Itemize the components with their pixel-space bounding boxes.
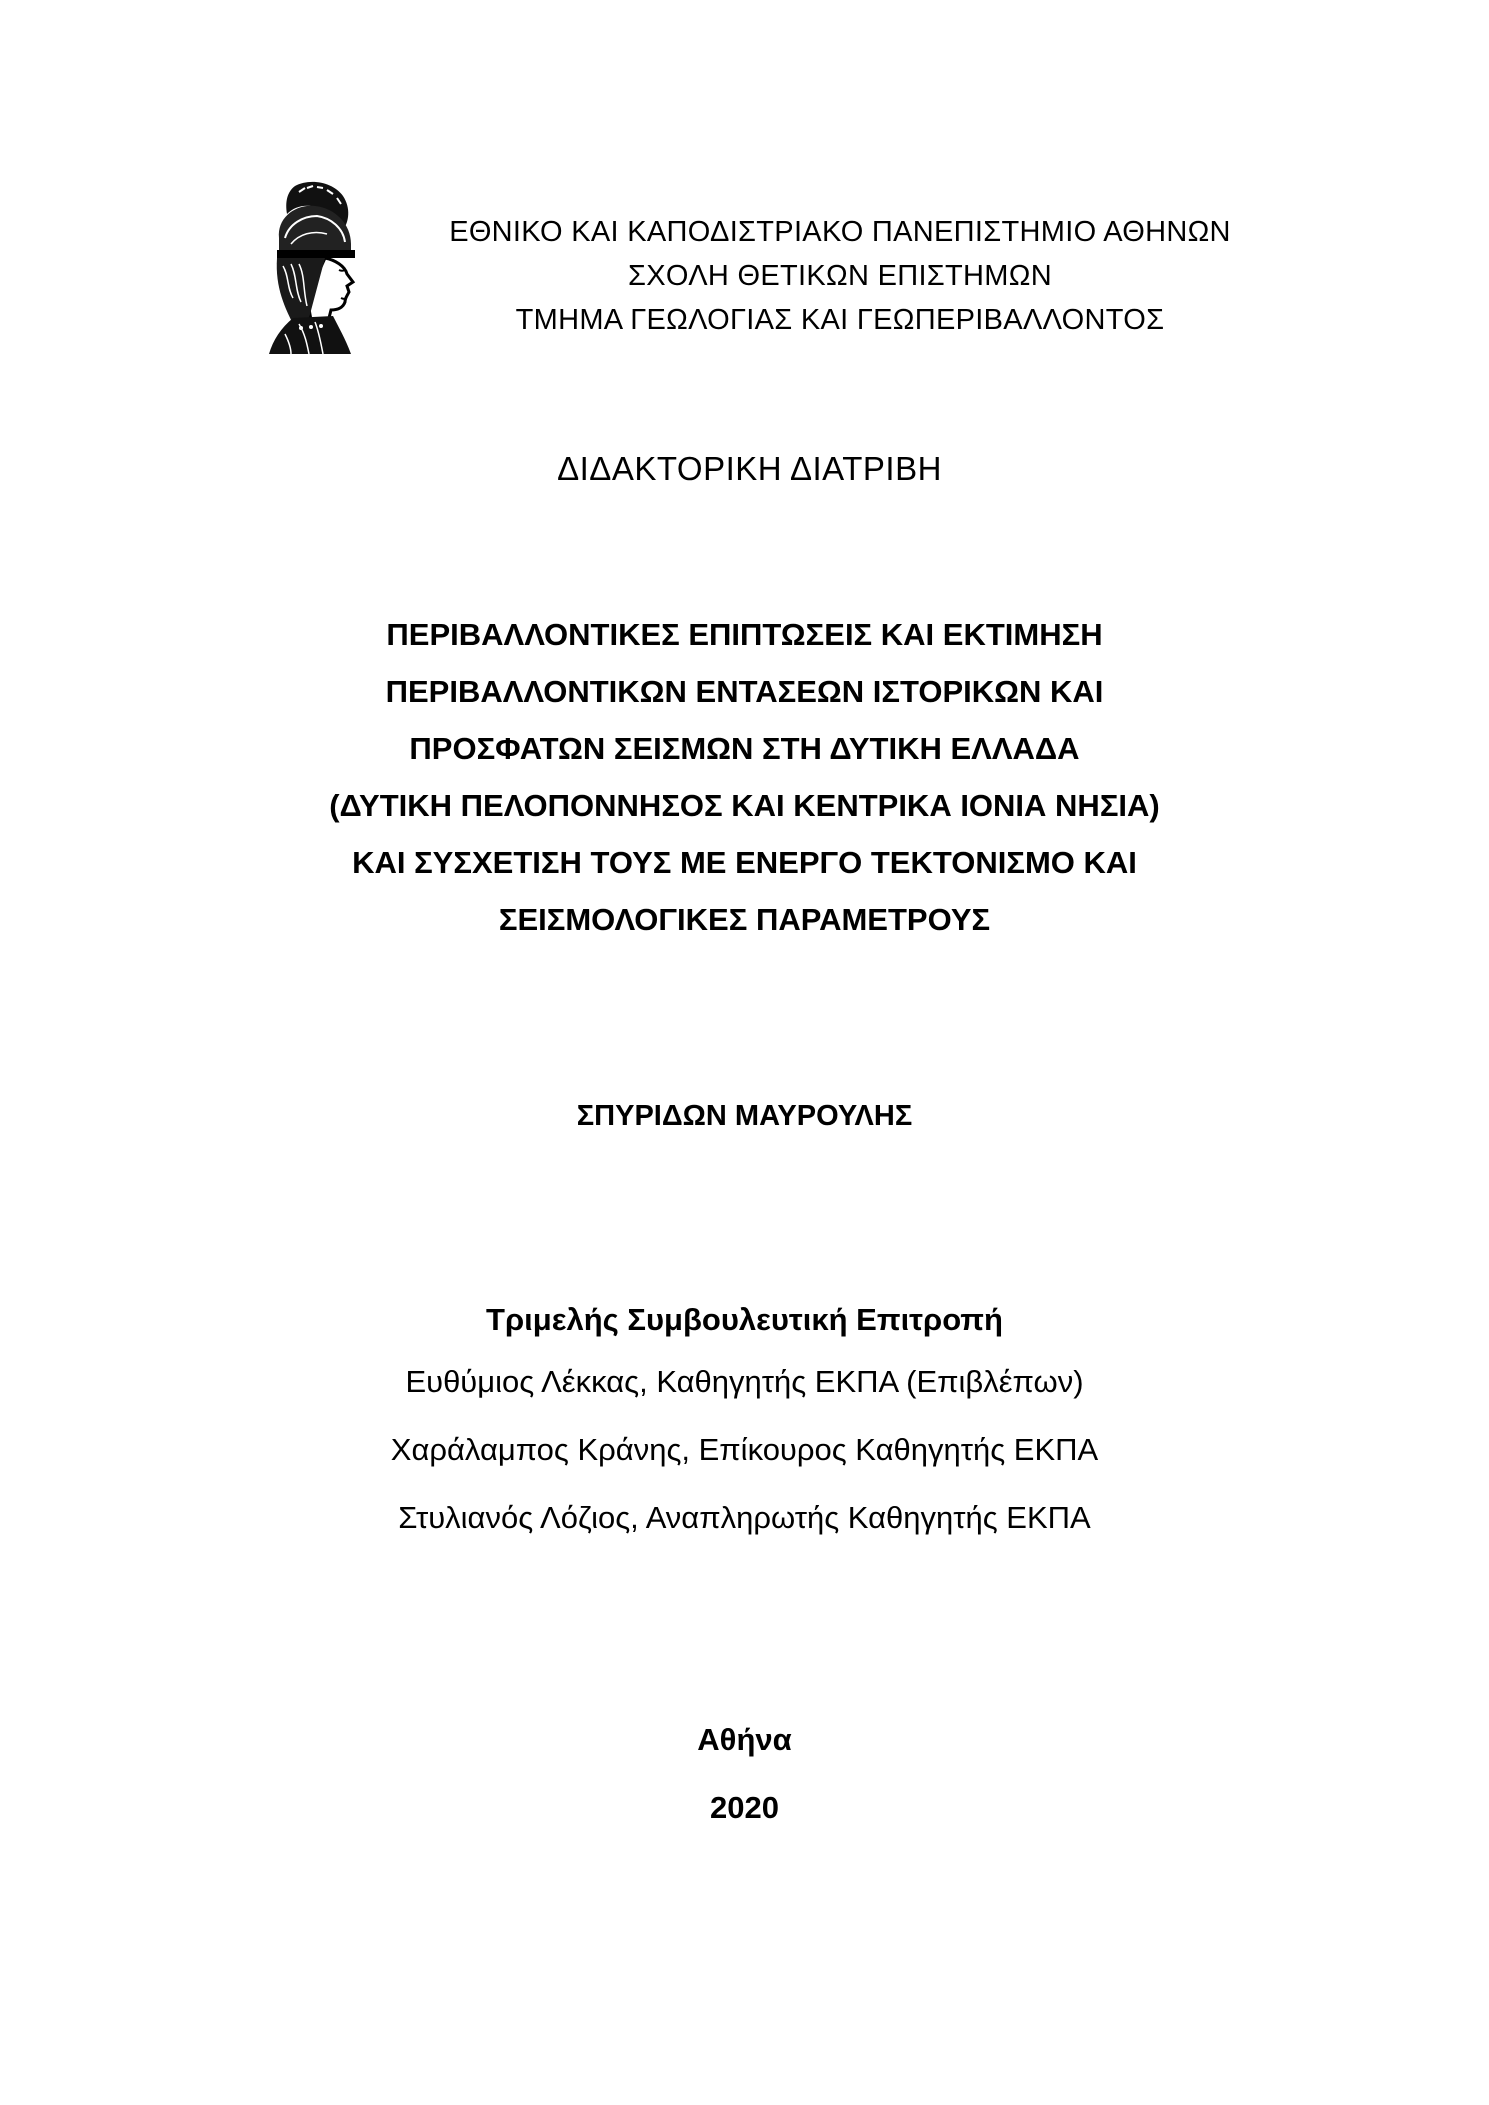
title-line: ΠΕΡΙΒΑΛΛΟΝΤΙΚΩΝ ΕΝΤΑΣΕΩΝ ΙΣΤΟΡΙΚΩΝ ΚΑΙ — [385, 674, 1104, 709]
thesis-title — [0, 606, 1489, 948]
committee-member: Στυλιανός Λόζιος, Αναπληρωτής Καθηγητής ΕΚΠΑ — [398, 1500, 1091, 1535]
committee-member: Ευθύμιος Λέκκας, Καθηγητής ΕΚΠΑ (Επιβλέπων) — [405, 1364, 1084, 1399]
title-line: ΠΕΡΙΒΑΛΛΟΝΤΙΚΕΣ ΕΠΙΠΤΩΣΕΙΣ ΚΑΙ ΕΚΤΙΜΗΣΗ — [386, 617, 1103, 652]
school-name: ΣΧΟΛΗ ΘΕΤΙΚΩΝ ΕΠΙΣΤΗΜΩΝ — [628, 260, 1052, 292]
place: Αθήνα — [697, 1722, 792, 1757]
author-name: ΣΠΥΡΙΔΩΝ ΜΑΥΡΟΥΛΗΣ — [576, 1100, 913, 1132]
committee-member: Χαράλαμπος Κράνης, Επίκουρος Καθηγητής ΕΚΠΑ — [390, 1432, 1099, 1467]
university-name: ΕΘΝΙΚΟ ΚΑΙ ΚΑΠΟΔΙΣΤΡΙΑΚΟ ΠΑΝΕΠΙΣΤΗΜΙΟ ΑΘΗΝΩΝ — [449, 216, 1231, 248]
title-line: ΣΕΙΣΜΟΛΟΓΙΚΕΣ ΠΑΡΑΜΕΤΡΟΥΣ — [498, 902, 991, 937]
university-header — [400, 210, 1280, 342]
title-line: (ΔΥΤΙΚΗ ΠΕΛΟΠΟΝΝΗΣΟΣ ΚΑΙ ΚΕΝΤΡΙΚΑ ΙΟΝΙΑ ΝΗΣΙΑ) — [329, 788, 1160, 823]
committee-heading: Τριμελής Συμβουλευτική Επιτροπή — [486, 1302, 1003, 1337]
document-type: ΔΙΔΑΚΤΟΡΙΚΗ ΔΙΑΤΡΙΒΗ — [557, 450, 942, 487]
advisory-committee — [0, 1302, 1489, 1568]
title-line: ΠΡΟΣΦΑΤΩΝ ΣΕΙΣΜΩΝ ΣΤΗ ΔΥΤΙΚΗ ΕΛΛΑΔΑ — [409, 731, 1080, 766]
department-name: ΤΜΗΜΑ ΓΕΩΛΟΓΙΑΣ ΚΑΙ ΓΕΩΠΕΡΙΒΑΛΛΟΝΤΟΣ — [515, 304, 1165, 336]
athena-head-icon — [255, 178, 375, 358]
year: 2020 — [710, 1790, 779, 1825]
title-line: ΚΑΙ ΣΥΣΧΕΤΙΣΗ ΤΟΥΣ ΜΕ ΕΝΕΡΓΟ ΤΕΚΤΟΝΙΣΜΟ ΚΑΙ — [352, 845, 1137, 880]
